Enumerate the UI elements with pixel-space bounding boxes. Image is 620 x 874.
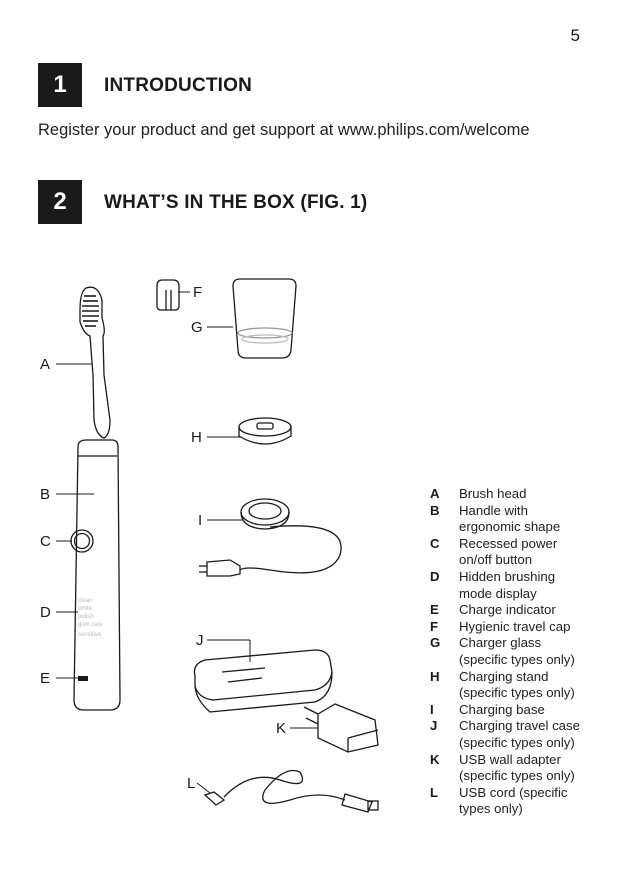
svg-text:polish: polish bbox=[78, 614, 94, 620]
legend-description: Charger glass (specific types only) bbox=[459, 635, 575, 667]
legend-description: Recessed power on/off button bbox=[459, 535, 558, 568]
legend-item-e bbox=[430, 602, 589, 619]
legend-item-j bbox=[430, 718, 589, 751]
legend-letter: J bbox=[430, 718, 438, 734]
legend-letter: E bbox=[430, 602, 439, 618]
legend-description: USB wall adapter (specific types only) bbox=[459, 751, 575, 784]
parts-legend bbox=[430, 486, 589, 818]
figure-label-e: E bbox=[40, 670, 51, 687]
figure-label-l: L bbox=[187, 775, 196, 792]
figure-label-h: H bbox=[191, 429, 202, 446]
legend-letter: D bbox=[430, 568, 440, 584]
svg-text:white: white bbox=[78, 606, 93, 612]
legend-item-g bbox=[430, 635, 589, 668]
legend-letter: L bbox=[430, 784, 439, 800]
svg-text:gum care: gum care bbox=[78, 622, 104, 628]
figure-label-k: K bbox=[276, 720, 287, 737]
section-number-1: 1 bbox=[38, 63, 82, 107]
legend-description: USB cord (specific types only) bbox=[459, 784, 568, 817]
intro-text: Register your product and get support at www.philips.com/welcome bbox=[38, 121, 530, 139]
legend-item-h bbox=[430, 669, 589, 702]
legend-description: Charging stand (specific types only) bbox=[459, 668, 575, 701]
legend-description: Handle with ergonomic shape bbox=[459, 502, 561, 535]
legend-letter: H bbox=[430, 668, 440, 684]
legend-letter: A bbox=[430, 486, 440, 501]
figure-label-b: B bbox=[40, 486, 51, 503]
section-number-2: 2 bbox=[38, 180, 82, 224]
legend-letter: B bbox=[430, 502, 440, 518]
legend-item-f bbox=[430, 619, 589, 636]
figure-label-c: C bbox=[40, 533, 51, 550]
legend-description: Hygienic travel cap bbox=[459, 618, 571, 634]
legend-item-d bbox=[430, 569, 589, 602]
legend-description: Charging travel case (specific types only) bbox=[459, 718, 580, 750]
legend-item-a bbox=[430, 486, 589, 503]
figure-label-g: G bbox=[191, 319, 203, 336]
legend-letter: I bbox=[430, 701, 434, 717]
legend-letter: C bbox=[430, 535, 440, 551]
svg-text:clean: clean bbox=[78, 598, 93, 604]
figure-label-a: A bbox=[40, 356, 51, 373]
legend-description: Hidden brushing mode display bbox=[459, 568, 556, 601]
legend-letter: F bbox=[430, 618, 439, 634]
legend-item-c bbox=[430, 536, 589, 569]
page-number: 5 bbox=[570, 26, 580, 45]
legend-description: Brush head bbox=[459, 486, 527, 501]
toothbrush-illustration bbox=[71, 287, 120, 710]
figure-label-i: I bbox=[198, 512, 203, 529]
legend-description: Charging base bbox=[459, 701, 545, 717]
svg-text:sensitive: sensitive bbox=[78, 632, 102, 638]
section-title-introduction: INTRODUCTION bbox=[104, 75, 253, 96]
legend-item-b bbox=[430, 503, 589, 536]
legend-letter: G bbox=[430, 635, 441, 651]
figure-label-j: J bbox=[196, 632, 204, 649]
legend-description: Charge indicator bbox=[459, 602, 556, 618]
figure-label-d: D bbox=[40, 604, 51, 621]
section-title-whats-in-the-box: WHAT’S IN THE BOX (FIG. 1) bbox=[104, 192, 368, 213]
legend-item-i bbox=[430, 702, 589, 719]
legend-item-k bbox=[430, 752, 589, 785]
legend-item-l bbox=[430, 785, 589, 818]
figure-label-f: F bbox=[193, 284, 203, 301]
legend-letter: K bbox=[430, 751, 440, 767]
